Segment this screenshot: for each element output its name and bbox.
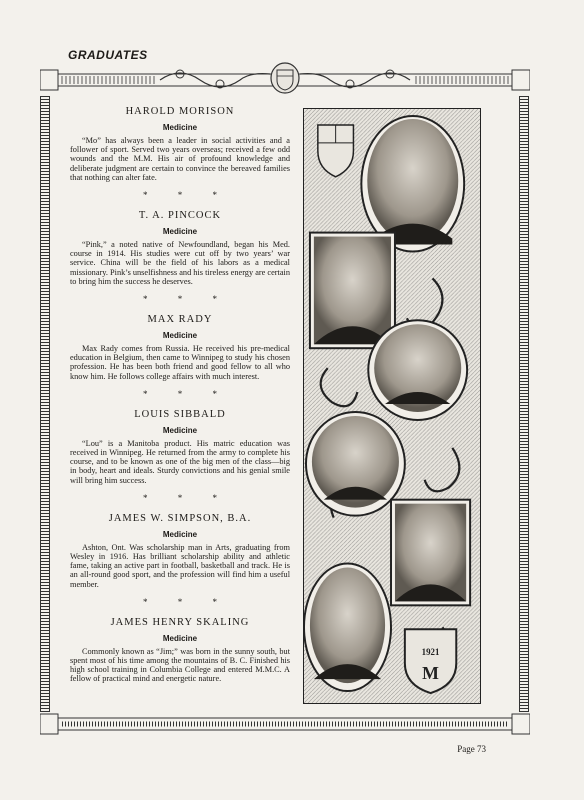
graduate-name: JAMES W. SIMPSON, B.A. bbox=[108, 512, 252, 524]
graduate-bio: “Lou” is a Manitoba product. His matric education was received in Winnipeg. He returned from the army to complete his course, and to be known as one of the big men of the class—big in body, heart and ideals. Sturdy convictions and his genial smile will bring him success. bbox=[70, 438, 290, 485]
portrait-photo bbox=[391, 500, 470, 606]
graduate-name: MAX RADY bbox=[147, 314, 213, 326]
graduate-bio: “Mo” has always been a leader in social activities and a follower of sport. Served two years overseas; received a few odd wounds and the M.M. His air of profound knowledge and deliberate judgment are certain to convince the bereaved families that nothing can alter fate. bbox=[70, 136, 290, 182]
graduate-faculty: Medicine bbox=[162, 123, 198, 132]
graduate-entry bbox=[70, 106, 290, 182]
crest-letters: M bbox=[422, 663, 439, 684]
entry-divider: * * * bbox=[143, 190, 231, 201]
graduate-entry bbox=[70, 513, 290, 589]
portrait-photo bbox=[368, 320, 467, 420]
graduate-faculty: Medicine bbox=[162, 529, 198, 539]
right-border-rule bbox=[519, 96, 529, 712]
graduate-bio: Commonly known as “Jim;” was born in the sunny south, but spent most of his time among the mountains of B. C. Finished his high school training in Columbia College and entered M.M.C. A fellow of practical mind and energetic nature. bbox=[70, 646, 290, 684]
graduate-faculty: Medicine bbox=[162, 227, 198, 237]
graduate-bio: Ashton, Ont. Was scholarship man in Arts, graduating from Wesley in 1916. Has brilliant scholarship ability and athletic fame, taking an active part in football, basketball and track. He is an all-round good sport, and the profession will find him a useful member. bbox=[70, 542, 290, 589]
graduate-name: LOUIS SIBBALD bbox=[134, 408, 226, 420]
graduate-entry bbox=[70, 617, 290, 684]
graduate-bio: “Pink,” a noted native of Newfoundland, began his Med. course in 1914. His studies were cut off by two years’ war service. China will be the field of his labors as a medical missionary. Pink’s unselfishness and his tireless energy are certain to bring him the success he deserves. bbox=[70, 240, 290, 286]
portrait-panel bbox=[303, 108, 481, 704]
portrait-photo bbox=[361, 116, 464, 252]
portrait-photo bbox=[304, 563, 391, 691]
graduate-bio: Max Rady comes from Russia. He received his pre-medical education in Belgium, then came to Winnipeg to study his chosen profession. He has been both friend and good fellow to all who know him. He follows college affairs with much interest. bbox=[70, 344, 290, 381]
graduate-entry bbox=[70, 314, 290, 381]
graduate-entry bbox=[70, 210, 290, 286]
entry-divider: * * * bbox=[143, 492, 231, 503]
header-ornament bbox=[40, 62, 530, 94]
portrait-photo bbox=[310, 233, 395, 349]
graduate-name: T. A. PINCOCK bbox=[138, 210, 222, 222]
class-crest-icon bbox=[405, 629, 456, 693]
graduate-name: JAMES HENRY SKALING bbox=[110, 616, 250, 628]
section-title: GRADUATES bbox=[68, 48, 148, 62]
entry-divider: * * * bbox=[143, 388, 231, 399]
entry-divider: * * * bbox=[143, 294, 231, 305]
entry-divider: * * * bbox=[143, 596, 231, 607]
graduate-faculty: Medicine bbox=[162, 331, 198, 341]
graduate-faculty: Medicine bbox=[162, 633, 198, 643]
footer-ornament bbox=[40, 712, 530, 736]
left-border-rule bbox=[40, 96, 50, 712]
biography-column bbox=[70, 106, 290, 684]
graduate-faculty: Medicine bbox=[162, 425, 198, 435]
crest-year: 1921 bbox=[421, 647, 440, 658]
graduate-name: HAROLD MORISON bbox=[125, 106, 235, 117]
page-number: Page 73 bbox=[457, 744, 486, 754]
graduate-entry bbox=[70, 409, 290, 485]
